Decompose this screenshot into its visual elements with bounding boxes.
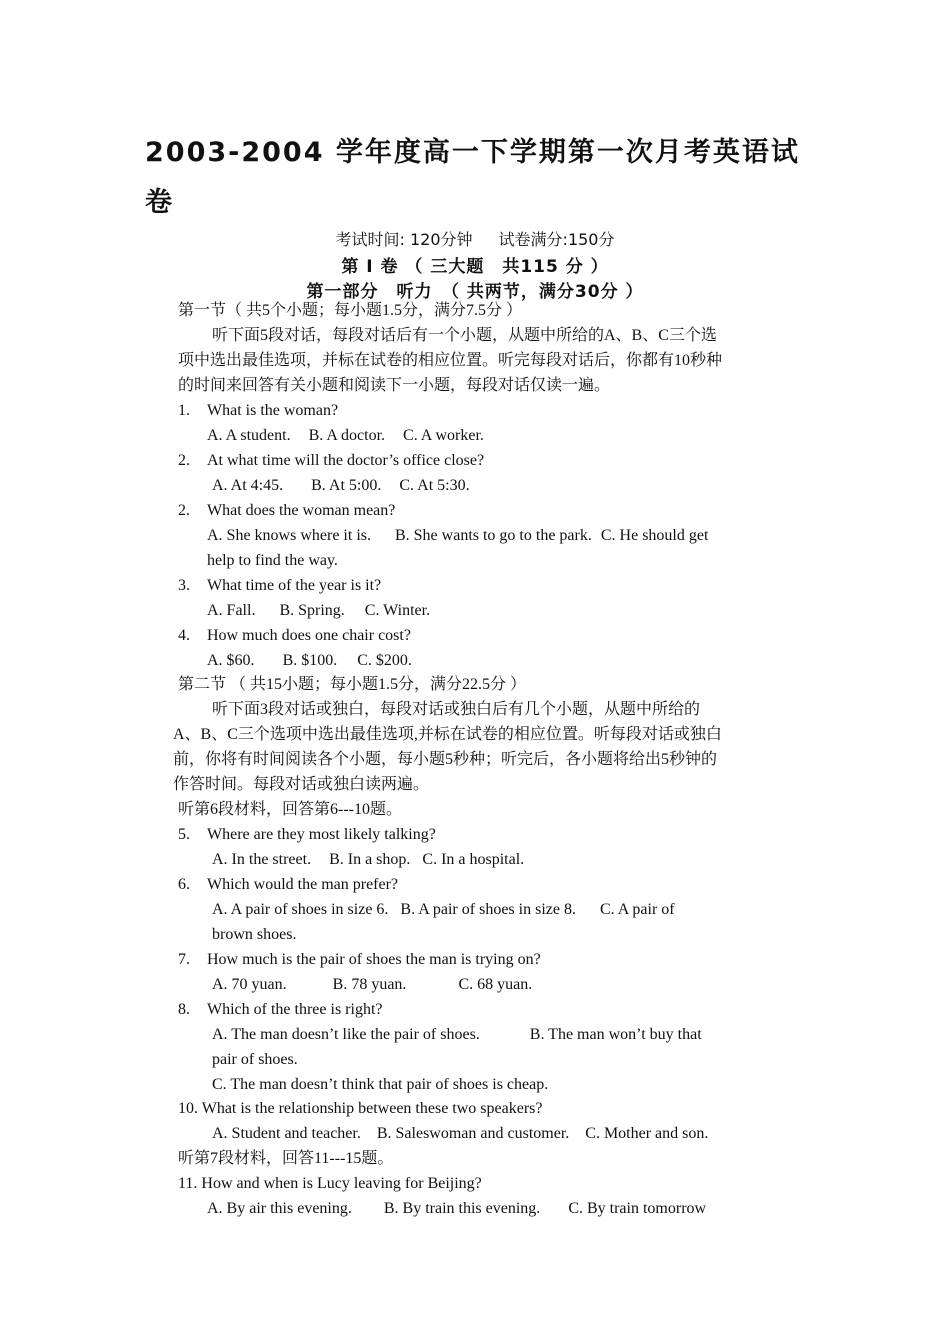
question-6-options bbox=[212, 847, 524, 872]
question-text: Which would the man prefer? bbox=[207, 876, 399, 893]
option-a: A. Fall. bbox=[207, 602, 256, 619]
option-c-continued: brown shoes. bbox=[212, 926, 297, 943]
question-text: What time of the year is it? bbox=[207, 577, 382, 594]
option-c: C. In a hospital. bbox=[422, 851, 525, 868]
question-5-options bbox=[207, 648, 412, 673]
question-text: What is the woman? bbox=[207, 402, 339, 419]
section2-instruction-line: 前，你将有时间阅读各个小题，每小题5秒种；听完后，各小题将给出5秒钟的 bbox=[173, 751, 718, 768]
question-text: How much is the pair of shoes the man is trying on? bbox=[207, 951, 541, 968]
option-b: B. Saleswoman and customer. bbox=[376, 1125, 570, 1142]
exam-meta bbox=[0, 227, 950, 250]
question-8-options bbox=[212, 972, 532, 997]
option-b: B. A doctor. bbox=[308, 427, 386, 444]
question-9-options bbox=[212, 1022, 702, 1047]
exam-time: 考试时间: 120分钟 bbox=[335, 230, 473, 249]
question-text: At what time will the doctor’s office close? bbox=[207, 452, 485, 469]
question-number: 2. bbox=[178, 502, 190, 519]
part-heading: 第一部分 听力 （ 共两节，满分30分 ） bbox=[306, 282, 644, 302]
option-a: A. She knows where it is. bbox=[207, 527, 371, 544]
question-1-options bbox=[207, 423, 484, 448]
question-1 bbox=[178, 398, 338, 423]
option-c: C. $200. bbox=[357, 652, 412, 669]
question-text: How much does one chair cost? bbox=[207, 627, 411, 644]
question-8 bbox=[178, 947, 541, 972]
volume-heading: 第 Ⅰ 卷 （ 三大题 共115 分 ） bbox=[341, 257, 609, 277]
option-b: B. In a shop. bbox=[329, 851, 411, 868]
option-c: C. A worker. bbox=[403, 427, 484, 444]
question-9 bbox=[178, 997, 383, 1022]
option-b: B. $100. bbox=[282, 652, 338, 669]
question-7 bbox=[178, 872, 398, 897]
option-a: A. 70 yuan. bbox=[212, 976, 287, 993]
section1-heading: 第一节（ 共5个小题；每小题1.5分，满分7.5分 ） bbox=[178, 302, 523, 319]
option-b: B. At 5:00. bbox=[311, 477, 382, 494]
question-number: 7. bbox=[178, 951, 190, 968]
question-number: 4. bbox=[178, 627, 190, 644]
option-c: C. He should get bbox=[600, 527, 709, 544]
question-text: Where are they most likely talking? bbox=[207, 826, 436, 843]
question-number: 1. bbox=[178, 402, 190, 419]
question-number: 6. bbox=[178, 876, 190, 893]
section1-instruction-line: 听下面5段对话，每段对话后有一个小题，从题中所给的A、B、C三个选 bbox=[212, 327, 717, 344]
option-a: A. In the street. bbox=[212, 851, 312, 868]
question-number: 2. bbox=[178, 452, 190, 469]
option-a: A. $60. bbox=[207, 652, 255, 669]
option-b: B. The man won’t buy that bbox=[529, 1026, 702, 1043]
section1-instruction-line: 项中选出最佳选项，并标在试卷的相应位置。听完每段对话后，你都有10秒种 bbox=[178, 352, 723, 369]
section1-instruction-line: 的时间来回答有关小题和阅读下一小题，每段对话仅读一遍。 bbox=[178, 377, 611, 394]
question-11: 11. How and when is Lucy leaving for Beijing? bbox=[178, 1175, 482, 1192]
option-a: A. A pair of shoes in size 6. bbox=[212, 901, 389, 918]
question-11-options bbox=[207, 1196, 706, 1221]
question-4 bbox=[178, 573, 381, 598]
question-number: 5. bbox=[178, 826, 190, 843]
exam-score: 试卷满分:150分 bbox=[498, 230, 615, 249]
section2-heading: 第二节 （ 共15小题；每小题1.5分，满分22.5分 ） bbox=[178, 676, 527, 693]
question-10-options bbox=[212, 1121, 708, 1146]
question-10: 10. What is the relationship between these two speakers? bbox=[178, 1100, 543, 1117]
option-c: C. A pair of bbox=[599, 901, 675, 918]
question-text: Which of the three is right? bbox=[207, 1001, 383, 1018]
material-7-heading: 听第7段材料，回答11---15题。 bbox=[178, 1150, 394, 1167]
question-text: What does the woman mean? bbox=[207, 502, 396, 519]
option-a: A. A student. bbox=[207, 427, 291, 444]
question-7-options bbox=[212, 897, 675, 922]
option-b: B. Spring. bbox=[279, 602, 345, 619]
option-a: A. The man doesn’t like the pair of shoes. bbox=[212, 1026, 480, 1043]
option-c: C. Mother and son. bbox=[585, 1125, 709, 1142]
exam-title-line1: 2003-2004 学年度高一下学期第一次月考英语试 bbox=[145, 137, 800, 168]
option-b: B. She wants to go to the park. bbox=[394, 527, 592, 544]
question-3-options bbox=[207, 523, 708, 548]
option-c: C. The man doesn’t think that pair of shoes is cheap. bbox=[212, 1076, 549, 1093]
option-c: C. By train tomorrow bbox=[568, 1200, 707, 1217]
question-3 bbox=[178, 498, 395, 523]
option-c-continued: help to find the way. bbox=[207, 552, 338, 569]
option-b: B. A pair of shoes in size 8. bbox=[400, 901, 576, 918]
question-5 bbox=[178, 623, 411, 648]
option-a: A. At 4:45. bbox=[212, 477, 284, 494]
option-c: C. Winter. bbox=[364, 602, 431, 619]
question-4-options bbox=[207, 598, 430, 623]
question-6 bbox=[178, 822, 436, 847]
exam-title bbox=[145, 128, 815, 228]
option-b: B. 78 yuan. bbox=[332, 976, 407, 993]
material-6-heading: 听第6段材料，回答第6---10题。 bbox=[178, 801, 402, 818]
question-2 bbox=[178, 448, 484, 473]
question-number: 3. bbox=[178, 577, 190, 594]
section2-instruction-line: A、B、C三个选项中选出最佳选项,并标在试卷的相应位置。听每段对话或独白 bbox=[173, 726, 722, 743]
exam-title-line2: 卷 bbox=[145, 187, 174, 218]
section2-instruction-line: 听下面3段对话或独白，每段对话或独白后有几个小题，从题中所给的 bbox=[212, 701, 701, 718]
option-a: A. By air this evening. bbox=[207, 1200, 352, 1217]
option-a: A. Student and teacher. bbox=[212, 1125, 361, 1142]
option-c: C. 68 yuan. bbox=[458, 976, 533, 993]
question-number: 8. bbox=[178, 1001, 190, 1018]
question-2-options bbox=[212, 473, 470, 498]
option-b: B. By train this evening. bbox=[383, 1200, 541, 1217]
option-c: C. At 5:30. bbox=[399, 477, 470, 494]
option-b-continued: pair of shoes. bbox=[212, 1051, 298, 1068]
section2-instruction-line: 作答时间。每段对话或独白读两遍。 bbox=[173, 776, 430, 793]
